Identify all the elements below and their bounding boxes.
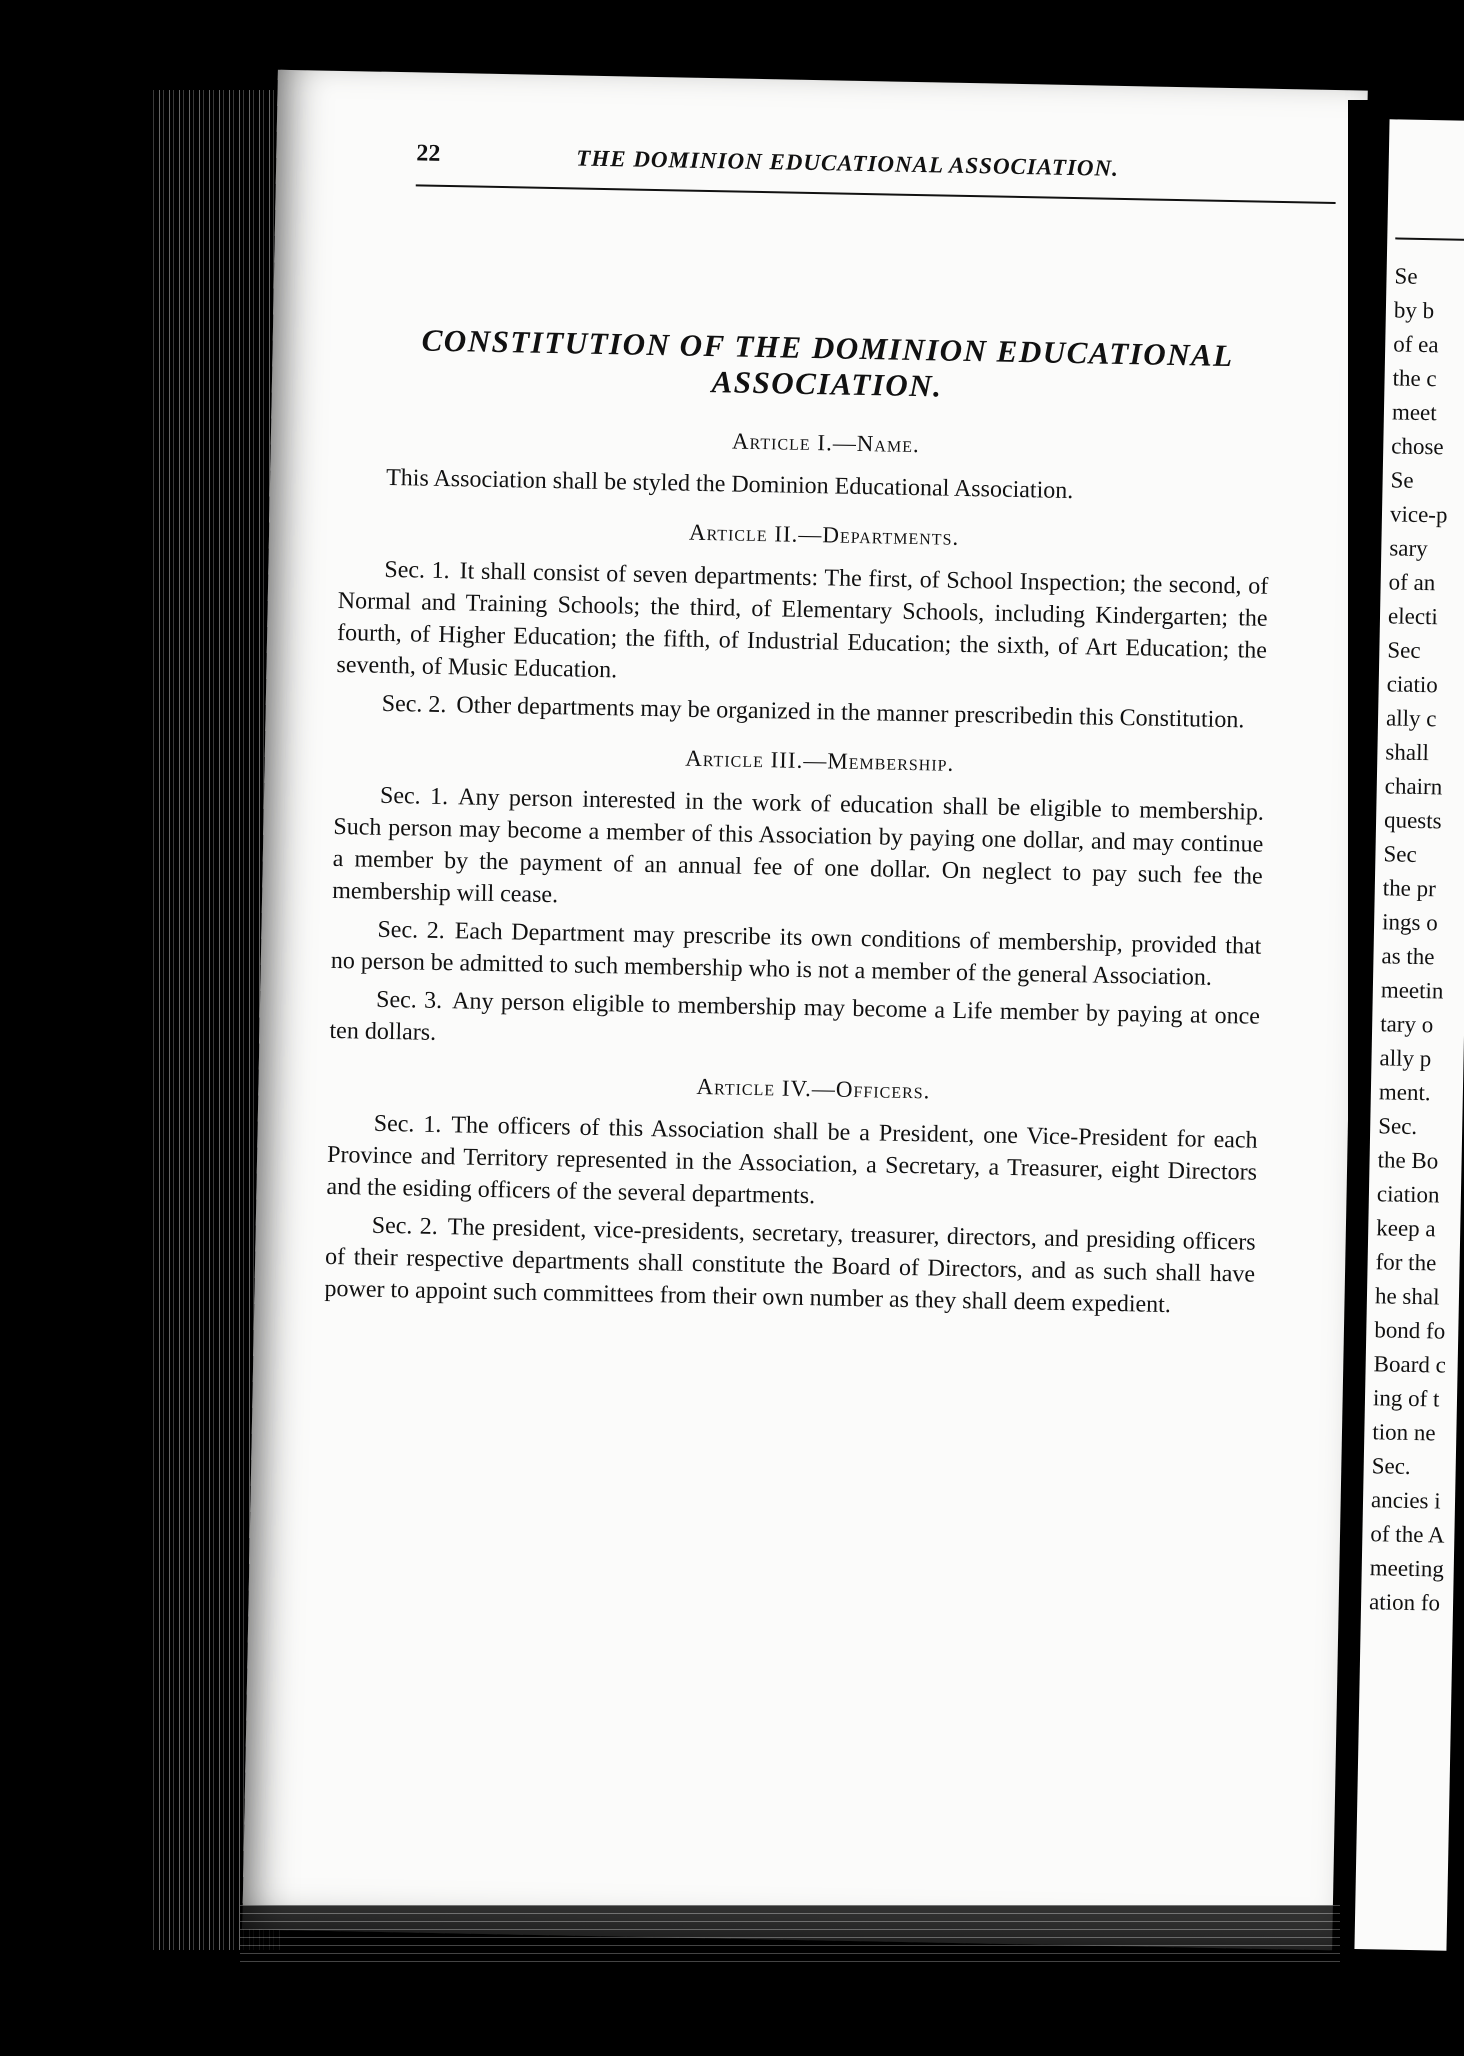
article-2	[336, 513, 1270, 737]
facing-page-line: for the	[1375, 1249, 1437, 1276]
section-label: Sec. 3.	[375, 986, 443, 1015]
facing-page-line: shall	[1385, 739, 1430, 766]
facing-page-line: Se	[1394, 263, 1418, 289]
facing-page-line: he shal	[1374, 1283, 1440, 1310]
paragraph-text: Any person eligible to membership may become a Life member by paying at once ten dollars.	[329, 988, 1261, 1046]
facing-page-line: ancies i	[1370, 1487, 1441, 1514]
article-heading: Article II.—Departments.	[688, 519, 960, 550]
facing-page-line: ally c	[1385, 705, 1437, 732]
facing-page-line: ciation	[1376, 1181, 1440, 1208]
article-paragraph	[340, 461, 1270, 511]
paragraph-text: The officers of this Association shall be a President, one Vice-President for each Province and Territory represented in the Association, a Secretary, a Treasurer, eight Directors and the esiding officers of the several departments.	[326, 1112, 1258, 1210]
running-head	[416, 140, 1337, 198]
facing-page-line: of an	[1388, 569, 1436, 596]
section-paragraph	[336, 553, 1268, 699]
facing-page-line: of the A	[1370, 1521, 1445, 1548]
facing-page-line: the Bo	[1377, 1147, 1439, 1174]
section-paragraph	[332, 779, 1264, 925]
section-label: Sec. 2.	[381, 690, 447, 719]
facing-page-line: ment.	[1378, 1079, 1431, 1106]
running-title: THE DOMINION EDUCATIONAL ASSOCIATION.	[576, 145, 1120, 181]
section-paragraph	[324, 1209, 1256, 1323]
section-label: Sec. 1.	[373, 1110, 442, 1139]
facing-page-text	[1369, 259, 1464, 1620]
facing-page-line: of ea	[1393, 331, 1439, 358]
paragraph-text: The president, vice-presidents, secretary, treasurer, directors, and presiding officers of their respective departments shall constitute the Board of Directors, and as such shall have power to appoint such committees from their own number as they shall deem expedient.	[324, 1214, 1256, 1319]
facing-page-line: bond fo	[1374, 1317, 1446, 1344]
facing-page-line: Sec.	[1378, 1113, 1418, 1139]
paragraph-text: This Association shall be styled the Dominion Educational Association.	[385, 464, 1074, 505]
section-label: Sec. 1.	[384, 556, 450, 585]
paragraph-text: Each Department may prescribe its own conditions of membership, provided that no person be admitted to such membership who is not a member of the general Association.	[330, 918, 1262, 991]
facing-page-line: the c	[1392, 365, 1437, 392]
facing-page-line: by b	[1393, 297, 1435, 324]
paragraph-text: Other departments may be organized in the manner prescribedin this Constitution.	[456, 692, 1245, 734]
page-body	[324, 321, 1273, 1329]
article-4	[324, 1067, 1258, 1323]
document-title: CONSTITUTION OF THE DOMINION EDUCATIONAL ASSOCIATION.	[421, 322, 1235, 404]
facing-page-line: chairn	[1384, 773, 1443, 800]
facing-page-line: ciatio	[1386, 671, 1439, 698]
section-label: Sec. 2.	[377, 916, 445, 945]
facing-page-line: Sec	[1383, 841, 1417, 867]
facing-page-line: vice-p	[1389, 501, 1448, 528]
facing-page-line: tary o	[1379, 1011, 1434, 1038]
section-label: Sec. 2.	[371, 1212, 439, 1240]
facing-page-line: the pr	[1382, 875, 1437, 902]
article-heading: Article III.—Membership.	[685, 745, 955, 776]
facing-page-line: tion ne	[1372, 1419, 1436, 1446]
facing-page-line: Sec.	[1371, 1453, 1411, 1479]
facing-page-line: quests	[1383, 807, 1442, 834]
section-paragraph	[329, 983, 1260, 1065]
scan-edge-noise-bottom	[240, 1905, 1340, 1965]
facing-page-line: ings o	[1381, 909, 1438, 936]
facing-page-line: Se	[1390, 467, 1414, 493]
facing-page-line: ing of t	[1372, 1385, 1440, 1412]
facing-page-line: meetin	[1380, 977, 1444, 1004]
section-label: Sec. 1.	[379, 782, 449, 811]
section-paragraph	[326, 1107, 1258, 1221]
paragraph-text: Any person interested in the work of education shall be eligible to membership. Such person may become a member of this Association by paying one dollar, and may continue a member by the payment of an annual fee of one dollar. On neglect to pay such fee the membership will cease.	[331, 784, 1265, 909]
article-heading: Article IV.—Officers.	[696, 1073, 931, 1104]
facing-page-line: electi	[1387, 603, 1439, 630]
facing-page-line: ation fo	[1368, 1589, 1441, 1616]
facing-page-line: chose	[1391, 433, 1444, 460]
facing-page-line: sary	[1389, 535, 1428, 562]
section-paragraph	[331, 913, 1262, 995]
article-1	[340, 421, 1271, 511]
facing-page-line: as the	[1381, 943, 1435, 970]
paragraph-text: It shall consist of seven departments: The first, of School Inspection; the second, of Normal and Training Schools; the third, of Elementary Schools, including Kindergarten; the fourth, of Higher Education; the fifth, of Industrial Education; the sixth, of Art Education; the seventh, of Music Education.	[336, 558, 1269, 684]
facing-page-line: meeting	[1369, 1555, 1445, 1582]
left-page	[242, 70, 1368, 1951]
facing-page-line: ally p	[1379, 1045, 1432, 1072]
article-heading: Article I.—Name.	[731, 428, 920, 458]
facing-page-line: Board c	[1373, 1351, 1447, 1378]
page-number: 22	[416, 140, 441, 167]
facing-page-line: Sec	[1387, 637, 1421, 663]
facing-page-rule	[1395, 237, 1464, 241]
article-3	[329, 739, 1265, 1065]
facing-page-line: keep a	[1376, 1215, 1436, 1242]
facing-page-line: meet	[1391, 399, 1437, 426]
